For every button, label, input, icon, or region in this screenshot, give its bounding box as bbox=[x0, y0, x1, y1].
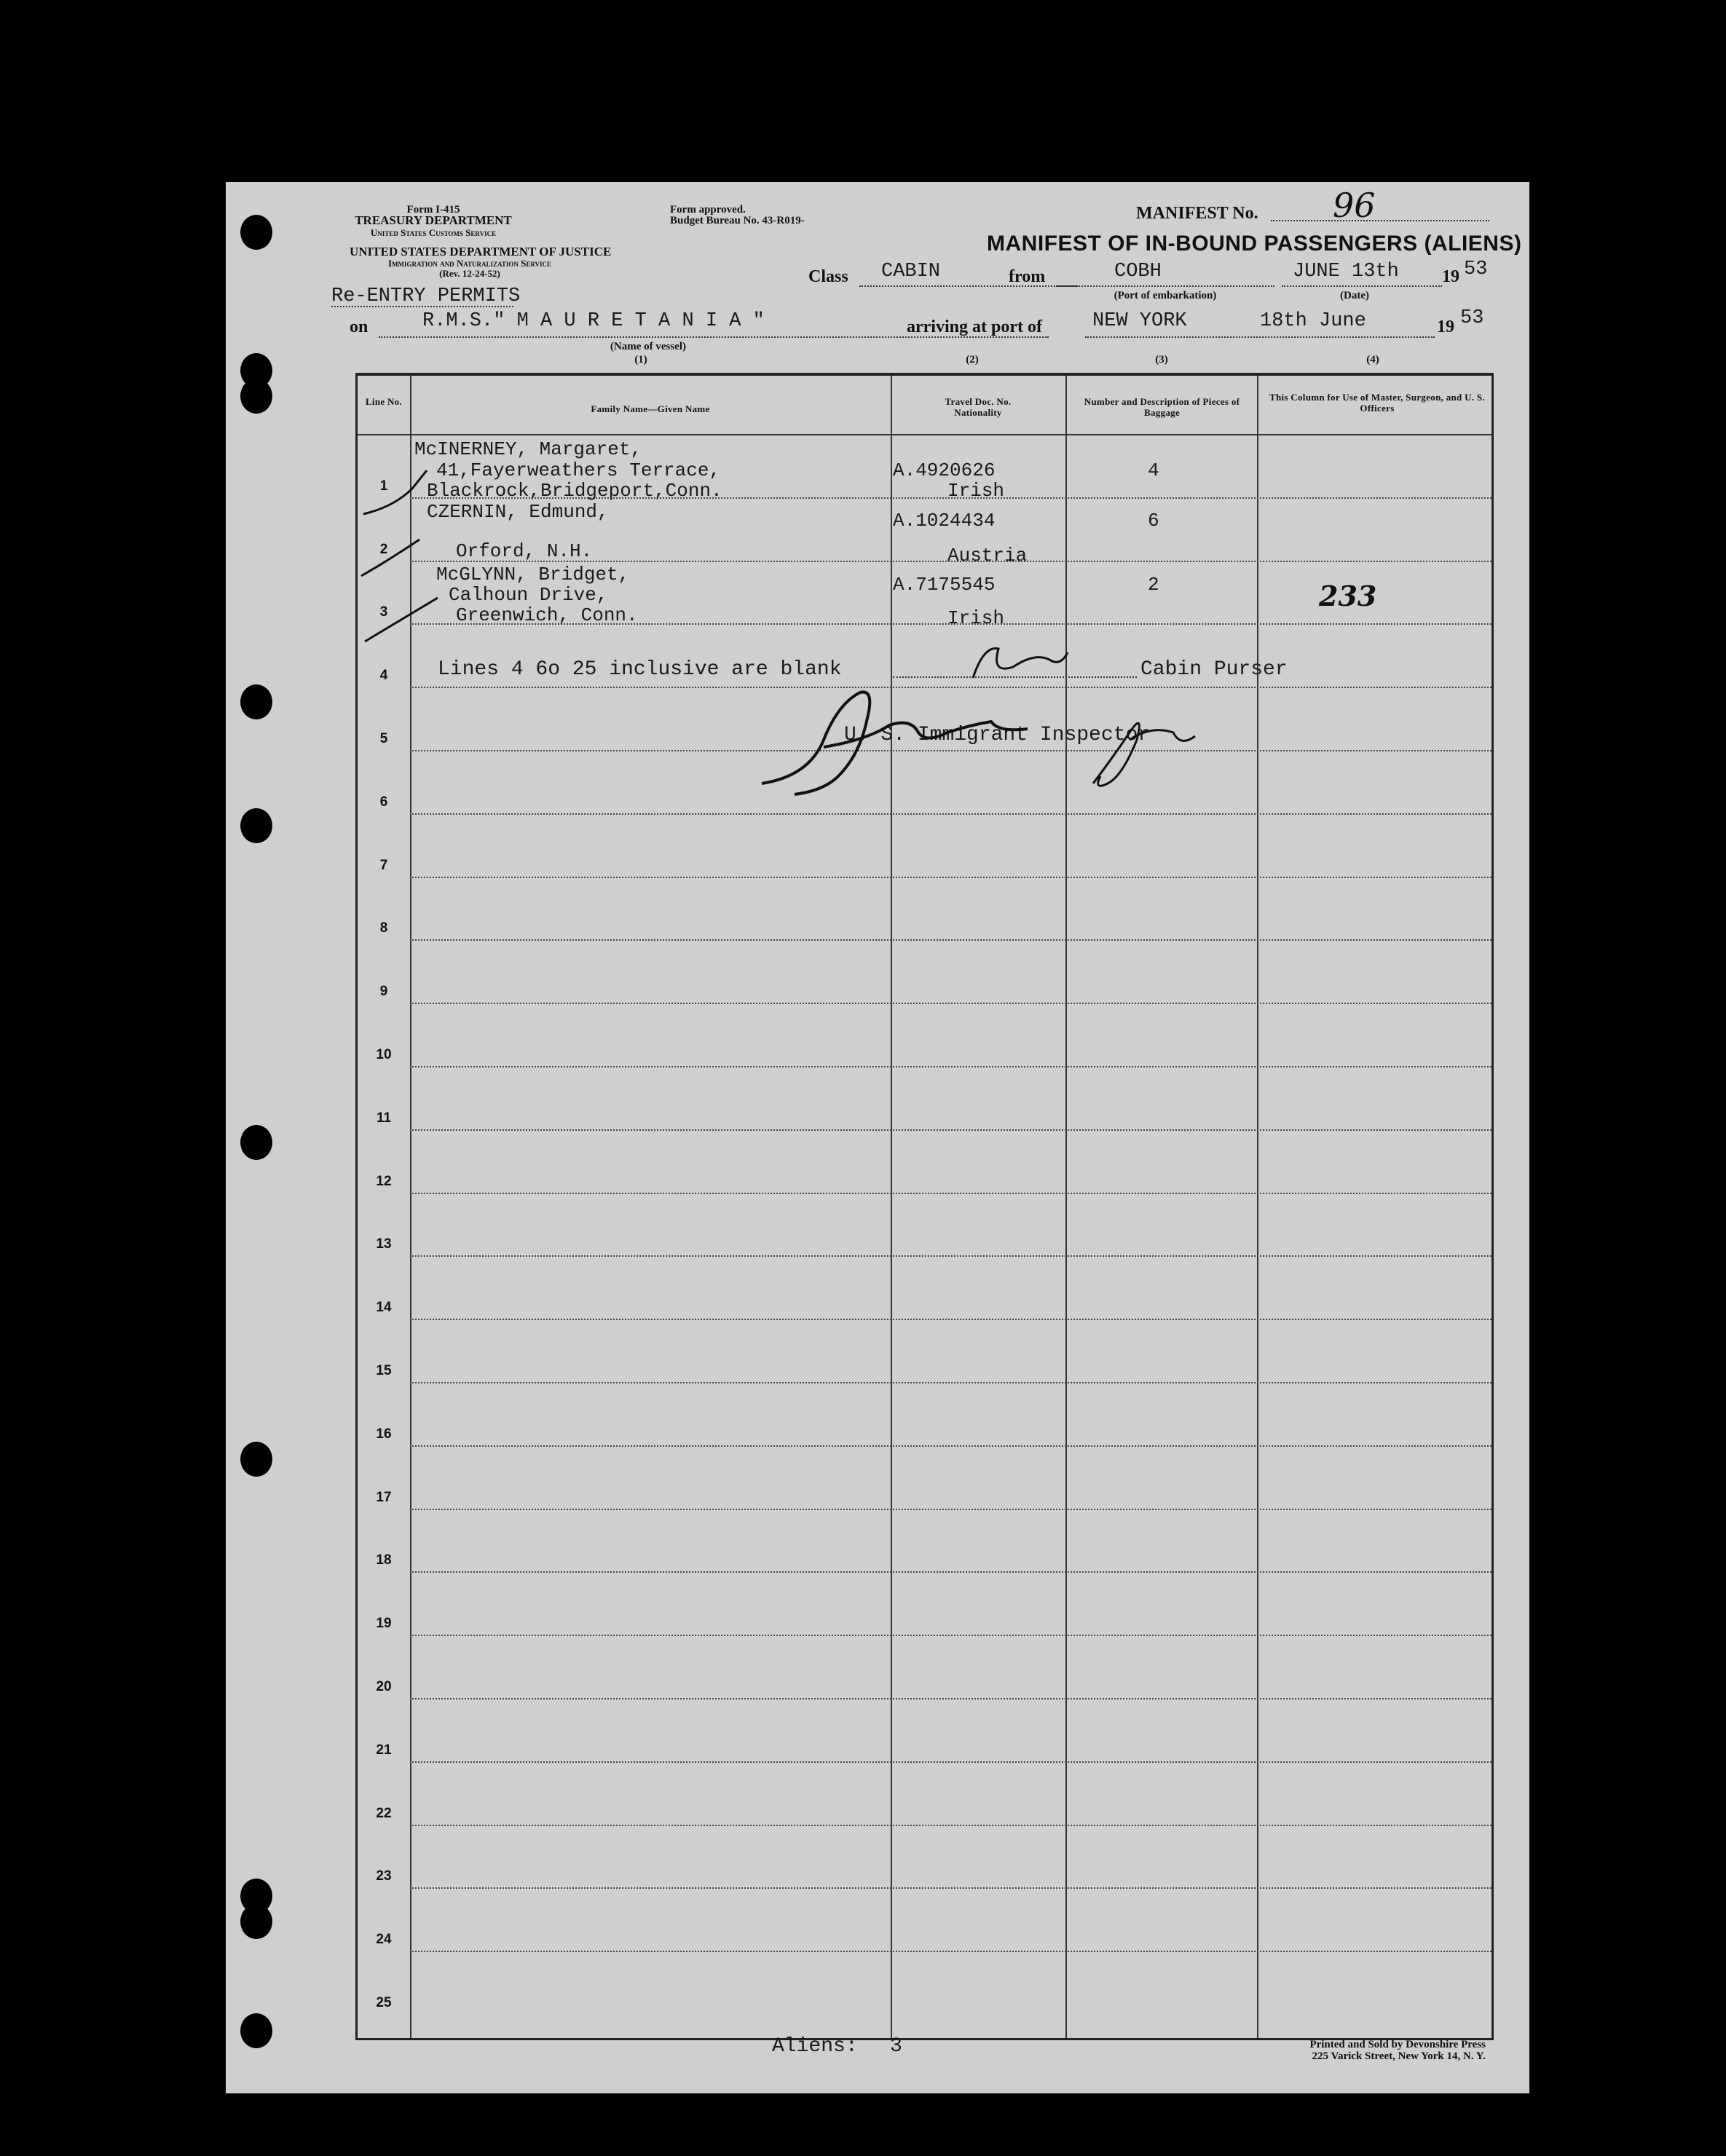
row-line bbox=[410, 1887, 1491, 1889]
check-mark bbox=[365, 598, 438, 641]
entry-1-name: McINERNEY, Margaret, bbox=[414, 438, 642, 460]
row-number: 12 bbox=[376, 1173, 392, 1189]
arrival-year: 53 bbox=[1460, 307, 1484, 329]
row-number: 24 bbox=[376, 1932, 392, 1948]
vessel-caption: (Name of vessel) bbox=[610, 341, 687, 352]
entry-3-nationality: Irish bbox=[947, 607, 1005, 629]
binder-hole bbox=[240, 215, 272, 250]
binder-hole bbox=[240, 1904, 272, 1939]
row-number: 3 bbox=[379, 604, 388, 620]
entry-2-baggage: 6 bbox=[1148, 510, 1159, 532]
row-line bbox=[410, 1193, 1491, 1194]
entry-1-nationality: Irish bbox=[947, 480, 1005, 502]
column-number-1: (1) bbox=[634, 354, 647, 366]
port-caption: (Port of embarkation) bbox=[1114, 290, 1217, 301]
passenger-table bbox=[355, 373, 1494, 2040]
row-line bbox=[410, 1129, 1491, 1131]
row-number: 10 bbox=[376, 1047, 392, 1062]
row-line bbox=[410, 1635, 1491, 1636]
row-number: 21 bbox=[376, 1742, 392, 1758]
blank-lines-note: Lines 4 6o 25 inclusive are blank bbox=[438, 658, 842, 681]
manifest-number-value: 96 bbox=[1333, 186, 1376, 225]
row-number: 20 bbox=[376, 1679, 392, 1694]
entry-3-doc: A.7175545 bbox=[893, 574, 996, 596]
entry-3-baggage: 2 bbox=[1148, 574, 1159, 596]
row-number: 15 bbox=[376, 1363, 392, 1378]
binder-hole bbox=[240, 379, 272, 414]
row-line bbox=[410, 1445, 1491, 1447]
row-line bbox=[410, 877, 1491, 878]
row-line bbox=[410, 1066, 1491, 1067]
row-line bbox=[410, 1382, 1491, 1383]
entry-3-address: Calhoun Drive, bbox=[449, 584, 608, 606]
row-number: 23 bbox=[376, 1868, 392, 1884]
immigrant-inspector: U. S. Immigrant Inspector bbox=[844, 724, 1151, 746]
binder-hole bbox=[240, 684, 272, 719]
class-value: CABIN bbox=[881, 261, 941, 283]
row-number: 1 bbox=[379, 478, 388, 494]
entry-1-doc: A.4920626 bbox=[893, 459, 996, 481]
reentry-permits: Re-ENTRY PERMITS bbox=[331, 285, 521, 307]
departure-year: 53 bbox=[1464, 258, 1488, 280]
arrival-port: NEW YORK bbox=[1092, 310, 1187, 332]
entry-1-baggage: 4 bbox=[1148, 459, 1159, 481]
row-line bbox=[410, 1571, 1491, 1573]
check-mark bbox=[361, 540, 419, 576]
handwritten-marks bbox=[358, 434, 1496, 842]
row-number: 19 bbox=[376, 1616, 392, 1632]
row-line bbox=[410, 1509, 1491, 1510]
row-number: 14 bbox=[376, 1300, 392, 1316]
purser-signature bbox=[973, 649, 1068, 679]
entry-3-city: Greenwich, Conn. bbox=[456, 604, 638, 626]
reentry-line bbox=[331, 306, 513, 307]
row-number: 11 bbox=[376, 1110, 392, 1126]
entry-2-nationality: Austria bbox=[947, 545, 1028, 566]
row-line bbox=[410, 939, 1491, 941]
class-label: Class bbox=[808, 267, 848, 286]
header-officers: This Column for Use of Master, Surgeon, and U. S. Officers bbox=[1269, 392, 1486, 414]
row-number: 25 bbox=[376, 1995, 392, 2010]
row-line bbox=[410, 1825, 1491, 1826]
row-number: 4 bbox=[379, 668, 388, 684]
row-line bbox=[410, 1003, 1491, 1004]
manifest-number-line bbox=[1271, 220, 1489, 221]
column-number-2: (2) bbox=[966, 354, 979, 366]
departure-year-prefix: 19 bbox=[1442, 267, 1459, 286]
header-travel-doc: Travel Doc. No. Nationality bbox=[945, 396, 1012, 418]
date-line bbox=[1282, 285, 1442, 287]
header-baggage: Number and Description of Pieces of Baggage bbox=[1084, 396, 1240, 418]
inspector-signature bbox=[762, 692, 1028, 794]
entry-2-name: CZERNIN, Edmund, bbox=[427, 501, 609, 523]
check-mark bbox=[363, 470, 427, 514]
header-family-name: Family Name—Given Name bbox=[591, 403, 710, 414]
on-label: on bbox=[350, 317, 369, 336]
manifest-number-label: MANIFEST No. bbox=[1136, 204, 1258, 223]
aliens-count: 3 bbox=[890, 2035, 902, 2058]
entry-1-address: 41,Fayerweathers Terrace, bbox=[436, 459, 721, 481]
officer-note: 233 bbox=[1319, 580, 1377, 612]
column-number-3: (3) bbox=[1155, 354, 1168, 366]
customs-service: United States Customs Service bbox=[370, 227, 497, 238]
binder-hole bbox=[240, 808, 272, 843]
date-caption: (Date) bbox=[1340, 290, 1369, 301]
port-line bbox=[1056, 285, 1274, 287]
binder-hole bbox=[240, 1442, 272, 1477]
arrival-line bbox=[1085, 336, 1435, 338]
form-approved: Form approved. bbox=[670, 204, 746, 216]
treasury-department: TREASURY DEPARTMENT bbox=[355, 213, 512, 227]
binder-hole bbox=[240, 2013, 272, 2048]
port-value: COBH bbox=[1114, 261, 1162, 283]
manifest-page bbox=[226, 182, 1529, 2093]
printer-address: 225 Varick Street, New York 14, N. Y. bbox=[1312, 2050, 1486, 2062]
row-line bbox=[410, 1319, 1491, 1320]
row-number: 22 bbox=[376, 1805, 392, 1821]
entry-3-name: McGLYNN, Bridget, bbox=[436, 564, 630, 585]
arrival-date: 18th June bbox=[1260, 310, 1366, 332]
aliens-label: Aliens: bbox=[772, 2035, 858, 2058]
departure-date: JUNE 13th bbox=[1293, 261, 1399, 283]
row-number: 5 bbox=[379, 731, 388, 746]
header-line-no: Line No. bbox=[365, 396, 403, 407]
row-line bbox=[410, 1698, 1491, 1699]
row-number: 6 bbox=[379, 794, 388, 810]
row-line bbox=[410, 1761, 1491, 1763]
column-number-4: (4) bbox=[1366, 354, 1379, 366]
arriving-label: arriving at port of bbox=[907, 317, 1042, 336]
row-line bbox=[410, 1255, 1491, 1257]
arrival-year-prefix: 19 bbox=[1437, 317, 1454, 336]
entry-2-city: Orford, N.H. bbox=[456, 540, 593, 562]
inspector-initials bbox=[1093, 723, 1195, 786]
form-number: Form I-415 bbox=[406, 204, 460, 216]
entry-2-doc: A.1024434 bbox=[893, 510, 996, 532]
binder-hole bbox=[240, 1125, 272, 1160]
row-number: 17 bbox=[376, 1489, 392, 1505]
budget-bureau: Budget Bureau No. 43-R019- bbox=[670, 215, 805, 226]
printer-name: Printed and Sold by Devonshire Press bbox=[1309, 2039, 1486, 2050]
row-number: 18 bbox=[376, 1552, 392, 1568]
vessel-name: R.M.S." M A U R E T A N I A " bbox=[422, 310, 765, 332]
row-number: 9 bbox=[379, 984, 388, 1000]
manifest-title: MANIFEST OF IN-BOUND PASSENGERS (ALIENS) bbox=[987, 232, 1522, 256]
immigration-service: Immigration and Naturalization Service bbox=[387, 258, 552, 269]
form-revision: (Rev. 12-24-52) bbox=[439, 268, 500, 279]
row-number: 7 bbox=[379, 857, 388, 873]
from-label: from bbox=[1009, 267, 1046, 286]
row-number: 16 bbox=[376, 1426, 392, 1442]
entry-1-city: Blackrock,Bridgeport,Conn. bbox=[427, 480, 722, 502]
department-of-justice: UNITED STATES DEPARTMENT OF JUSTICE bbox=[350, 245, 612, 258]
row-line bbox=[410, 1951, 1491, 1952]
row-number: 8 bbox=[379, 920, 388, 936]
row-number: 2 bbox=[379, 541, 388, 557]
row-number: 13 bbox=[376, 1236, 392, 1252]
cabin-purser: Cabin Purser bbox=[1140, 658, 1288, 681]
